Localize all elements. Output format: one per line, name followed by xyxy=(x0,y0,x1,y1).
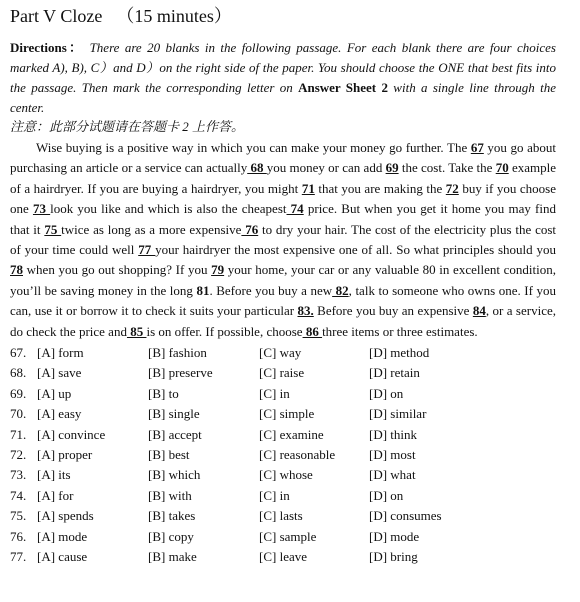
blank-73: 73 xyxy=(32,201,51,217)
blank-74: 74 xyxy=(286,201,304,217)
option-c: [C] in xyxy=(259,487,290,503)
option-b: [B] takes xyxy=(148,508,196,524)
option-row-69 xyxy=(10,384,556,404)
option-d: [D] similar xyxy=(369,406,427,422)
option-c: [C] in xyxy=(259,385,290,401)
option-d: [D] mode xyxy=(369,528,420,544)
option-a: [A] convince xyxy=(37,426,106,442)
option-b: [B] fashion xyxy=(148,345,207,361)
blank-78: 78 xyxy=(10,262,23,278)
blank-76: 76 xyxy=(241,221,259,237)
passage-text: Wise buying is a positive way in which you can make your money go further. The xyxy=(36,140,471,155)
blank-70: 70 xyxy=(495,160,509,176)
option-a: [A] spends xyxy=(37,508,94,524)
blank-84: 84 xyxy=(472,303,486,319)
option-c: [C] reasonable xyxy=(259,447,336,463)
option-b: [B] single xyxy=(148,406,200,422)
option-c: [C] leave xyxy=(259,548,308,564)
chinese-note: 注意：此部分试题请在答题卡 2 上作答。 xyxy=(10,119,245,134)
option-b: [B] preserve xyxy=(148,365,213,381)
question-number: 68. xyxy=(10,365,27,381)
blank-69: 69 xyxy=(385,160,399,176)
question-number: 72. xyxy=(10,447,27,463)
blank-79: 79 xyxy=(211,262,225,278)
blank-85: 85 xyxy=(126,323,147,339)
option-a: [A] proper xyxy=(37,447,93,463)
option-row-71 xyxy=(10,425,556,445)
blank-67: 67 xyxy=(470,140,484,155)
option-b: [B] make xyxy=(148,548,197,564)
option-b: [B] to xyxy=(148,385,179,401)
option-c: [C] sample xyxy=(259,528,317,544)
option-row-73 xyxy=(10,465,556,485)
option-d: [D] consumes xyxy=(369,508,442,524)
option-b: [B] copy xyxy=(148,528,194,544)
passage-text: your home, your car or any valuable 80 in excellent condition, you’ll be saving money in the long xyxy=(10,262,556,298)
option-d: [D] method xyxy=(369,345,430,361)
blank-81: 81 xyxy=(196,282,210,298)
question-number: 70. xyxy=(10,406,27,422)
option-a: [A] for xyxy=(37,487,74,503)
option-a: [A] cause xyxy=(37,548,88,564)
option-row-75 xyxy=(10,506,556,526)
answer-options xyxy=(10,343,556,567)
question-number: 74. xyxy=(10,487,27,503)
option-c: [C] lasts xyxy=(259,508,303,524)
blank-72: 72 xyxy=(445,180,459,196)
passage-text: the cost. Take the xyxy=(398,160,496,176)
option-d: [D] think xyxy=(369,426,418,442)
section-title xyxy=(10,4,556,28)
option-row-68 xyxy=(10,363,556,383)
option-c: [C] examine xyxy=(259,426,324,442)
option-d: [D] most xyxy=(369,447,416,463)
directions-text-1: There are 20 blanks in the following passage. For each blank there are four choices marked A), B), C）and D）on the right side of the paper. You should choose the ONE that best fits into the passage. Then mark the corresponding letter on xyxy=(10,40,556,95)
option-row-77 xyxy=(10,547,556,567)
question-number: 69. xyxy=(10,385,27,401)
option-row-67 xyxy=(10,343,556,363)
blank-82: 82 xyxy=(332,282,349,298)
passage-text: Before you buy an expensive xyxy=(313,303,473,319)
option-d: [D] on xyxy=(369,385,404,401)
question-number: 77. xyxy=(10,548,27,564)
passage-text: example of a hairdryer. If you are buying a hairdryer, you might xyxy=(10,160,556,196)
option-c: [C] simple xyxy=(259,406,315,422)
option-d: [D] what xyxy=(369,467,416,483)
passage-text: to dry your hair. The cost of the electricity plus the cost of your time could well xyxy=(10,221,557,258)
option-b: [B] with xyxy=(148,487,192,503)
blank-77: 77 xyxy=(138,242,156,258)
question-number: 73. xyxy=(10,467,27,483)
passage-text: twice as long as a more expensive xyxy=(61,221,242,237)
passage-text: when you go out shopping? If you xyxy=(23,262,212,278)
blank-68: 68 xyxy=(247,160,267,176)
blank-86: 86 xyxy=(302,323,323,339)
option-a: [A] form xyxy=(37,345,84,361)
blank-83: 83. xyxy=(297,303,314,319)
directions-label: Directions： xyxy=(10,40,85,55)
passage-text: look you like and which is also the cheapest xyxy=(50,201,287,217)
passage-text: is on offer. If possible, choose xyxy=(146,323,303,339)
option-c: [C] raise xyxy=(259,365,305,381)
option-a: [A] save xyxy=(37,365,82,381)
blank-75: 75 xyxy=(44,221,62,237)
directions-text-2: with a single line through the center. xyxy=(10,80,556,115)
passage-text: , or a service, do check the price and xyxy=(10,303,556,339)
passage-text: . Before you buy a new xyxy=(209,282,333,298)
passage-text: buy if you choose one xyxy=(10,180,556,217)
question-number: 67. xyxy=(10,345,27,361)
exam-page xyxy=(10,4,556,567)
option-a: [A] easy xyxy=(37,406,82,422)
question-number: 71. xyxy=(10,426,27,442)
passage-text: , talk to someone who owns one. If you can, use it or borrow it to check it suits your particular xyxy=(10,282,556,319)
question-number: 75. xyxy=(10,508,27,524)
blank-71: 71 xyxy=(301,180,315,196)
option-row-76 xyxy=(10,527,556,547)
cloze-passage xyxy=(10,138,556,342)
option-c: [C] whose xyxy=(259,467,313,483)
option-row-72 xyxy=(10,445,556,465)
option-c: [C] way xyxy=(259,345,302,361)
section-duration: （15 minutes） xyxy=(116,6,232,26)
option-row-70 xyxy=(10,404,556,424)
option-d: [D] on xyxy=(369,487,404,503)
answer-sheet-ref: Answer Sheet 2 xyxy=(298,80,388,95)
option-a: [A] its xyxy=(37,467,71,483)
option-a: [A] mode xyxy=(37,528,88,544)
option-d: [D] bring xyxy=(369,548,418,564)
option-b: [B] best xyxy=(148,447,190,463)
passage-text: that you are making the xyxy=(314,180,446,196)
option-d: [D] retain xyxy=(369,365,420,381)
passage-text: three items or three estimates. xyxy=(322,323,478,339)
section-name: Part V Cloze xyxy=(10,6,103,26)
directions-paragraph xyxy=(10,38,556,118)
question-number: 76. xyxy=(10,528,27,544)
option-row-74 xyxy=(10,486,556,506)
passage-text: you money or can add xyxy=(266,160,386,176)
option-b: [B] accept xyxy=(148,426,202,442)
option-b: [B] which xyxy=(148,467,201,483)
passage-text: price. But when you get it home you may find that it xyxy=(10,201,556,237)
passage-text: your hairdryer the most expensive one of all. So what principles should you xyxy=(155,242,556,258)
option-a: [A] up xyxy=(37,385,72,401)
passage-text: you go about purchasing an article or a service can actually xyxy=(10,140,556,176)
